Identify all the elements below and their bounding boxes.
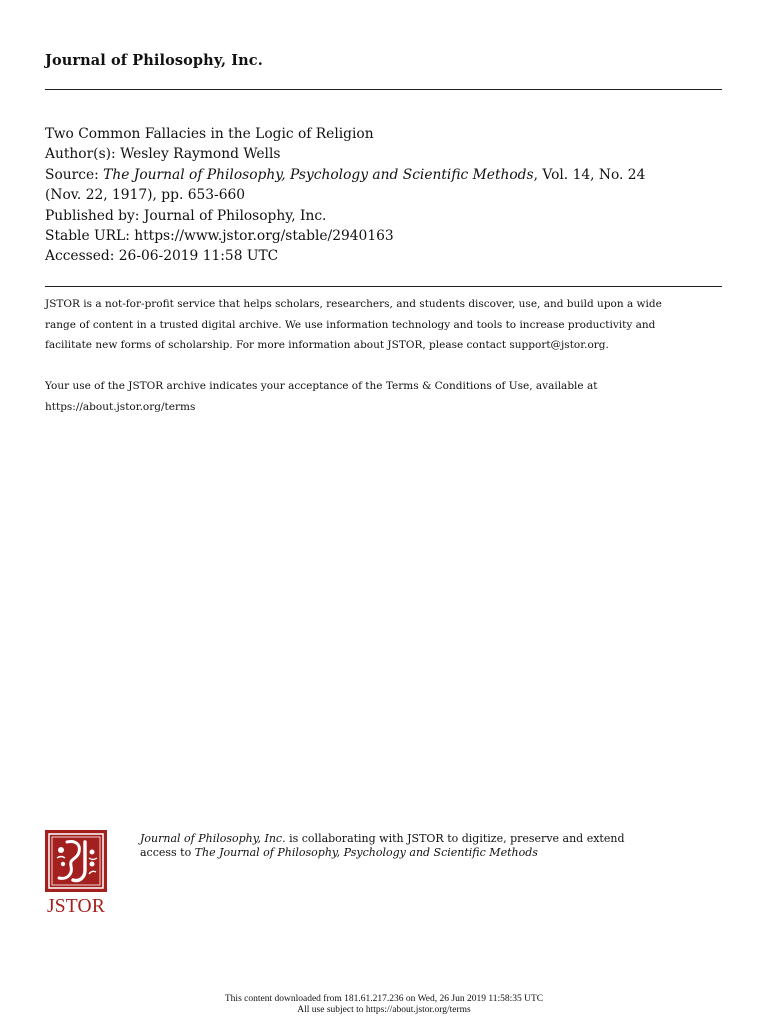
article-author	[45, 144, 645, 164]
article-source-date: (Nov. 22, 1917), pp. 653-660	[45, 187, 246, 204]
article-stable-url[interactable]: Stable URL: https://www.jstor.org/stable/2940163	[45, 227, 394, 244]
jstor-logo	[45, 830, 107, 918]
terms-link[interactable]: https://about.jstor.org/terms	[45, 400, 196, 413]
jstor-emblem-icon	[45, 830, 107, 892]
publisher-name: Journal of Philosophy, Inc.	[45, 52, 263, 69]
collab-journal: The Journal of Philosophy, Psychology and Scientific Methods	[194, 845, 538, 859]
author-name: Wesley Raymond Wells	[120, 146, 281, 163]
middle-divider	[45, 286, 722, 287]
source-volume: , Vol. 14, No. 24	[533, 166, 646, 183]
collab-publisher: Journal of Philosophy, Inc.	[140, 832, 286, 845]
top-divider	[45, 89, 722, 90]
article-published-by: Published by: Journal of Philosophy, Inc.	[45, 207, 327, 224]
jstor-wordmark: JSTOR	[46, 896, 106, 917]
article-accessed: Accessed: 26-06-2019 11:58 UTC	[45, 248, 279, 265]
footer-download-info: This content downloaded from 181.61.217.236 on Wed, 26 Jun 2019 11:58:35 UTC	[224, 994, 544, 1004]
notice-line: JSTOR is a not-for-profit service that helps scholars, researchers, and students discover, use, and build upon a wide	[45, 298, 662, 310]
footer-terms: All use subject to https://about.jstor.org/terms	[297, 1005, 471, 1015]
collab-access: access to	[140, 845, 195, 859]
collab-text: is collaborating with JSTOR to digitize, preserve and extend	[285, 832, 625, 845]
article-metadata	[45, 124, 645, 267]
notice-line: facilitate new forms of scholarship. For more information about JSTOR, please contact support@jstor.org.	[45, 339, 609, 352]
author-label: Author(s):	[45, 146, 121, 163]
source-label: Source:	[45, 166, 104, 183]
source-journal: The Journal of Philosophy, Psychology and Scientific Methods	[103, 166, 534, 183]
terms-line: Your use of the JSTOR archive indicates your acceptance of the Terms & Conditions of Use, available at	[45, 380, 598, 393]
collaboration-line	[140, 846, 625, 860]
jstor-notice	[45, 294, 725, 418]
article-source	[45, 165, 645, 185]
article-title: Two Common Fallacies in the Logic of Religion	[45, 126, 374, 142]
collaboration-statement	[140, 832, 625, 859]
collaboration-line	[140, 832, 625, 846]
download-footer	[0, 994, 768, 1016]
notice-line: range of content in a trusted digital archive. We use information technology and tools to increase productivity and	[45, 318, 656, 331]
